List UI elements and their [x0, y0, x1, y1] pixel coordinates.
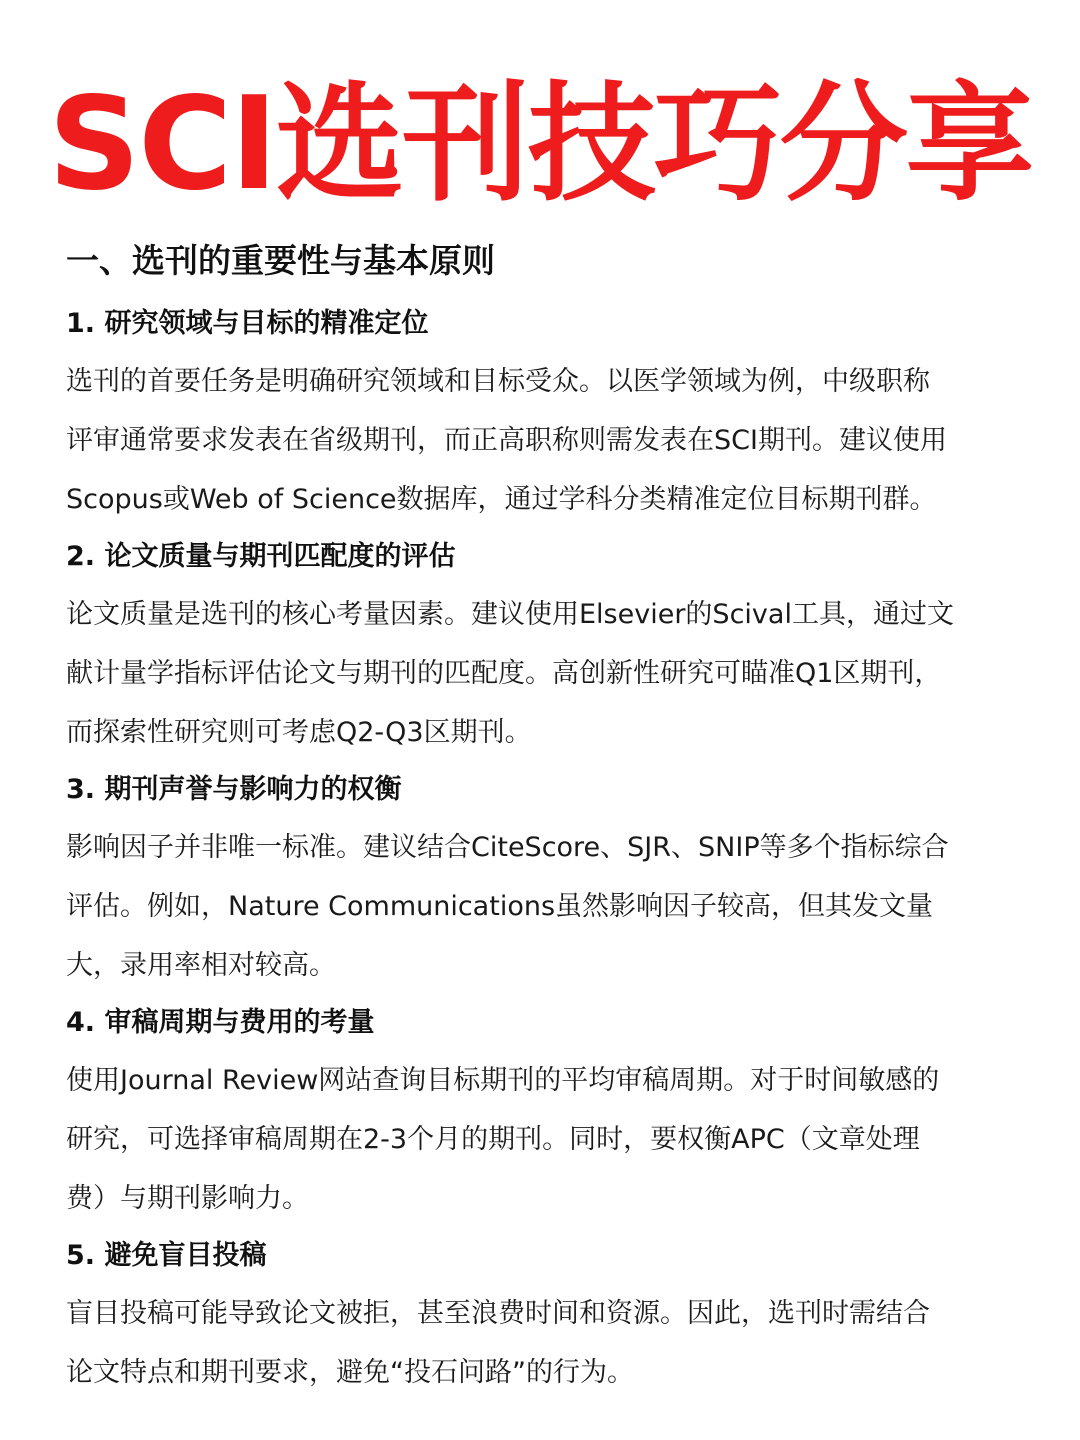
paragraph-line: 盲目投稿可能导致论文被拒，甚至浪费时间和资源。因此，选刊时需结合	[66, 1298, 930, 1329]
paragraph-line: 影响因子并非唯一标准。建议结合CiteScore、SJR、SNIP等多个指标综合	[66, 832, 949, 863]
list-item	[66, 1228, 1016, 1402]
page-title: SCI选刊技巧分享	[48, 70, 1032, 219]
list-item	[66, 296, 1016, 529]
item-heading: 5. 避免盲目投稿	[66, 1240, 267, 1271]
paragraph-line: 评估。例如，Nature Communications虽然影响因子较高，但其发文量	[66, 891, 934, 922]
paragraph-line: 费）与期刊影响力。	[66, 1183, 309, 1214]
paragraph-line: 论文特点和期刊要求，避免“投石问路”的行为。	[66, 1357, 634, 1388]
item-heading: 2. 论文质量与期刊匹配度的评估	[66, 541, 456, 572]
paragraph-line: 研究，可选择审稿周期在2-3个月的期刊。同时，要权衡APC（文章处理	[66, 1124, 920, 1155]
list-item	[66, 762, 1016, 995]
item-paragraph	[66, 818, 1016, 995]
content	[66, 296, 1016, 1402]
item-heading: 3. 期刊声誉与影响力的权衡	[66, 774, 402, 805]
item-heading: 4. 审稿周期与费用的考量	[66, 1007, 375, 1038]
item-heading: 1. 研究领域与目标的精准定位	[66, 308, 429, 339]
section-heading: 一、选刊的重要性与基本原则	[66, 241, 495, 280]
list-item	[66, 529, 1016, 762]
paragraph-line: 而探索性研究则可考虑Q2-Q3区期刊。	[66, 717, 532, 748]
item-paragraph	[66, 352, 1016, 529]
paragraph-line: 使用Journal Review网站查询目标期刊的平均审稿周期。对于时间敏感的	[66, 1065, 940, 1096]
item-paragraph	[66, 1051, 1016, 1228]
paragraph-line: 评审通常要求发表在省级期刊，而正高职称则需发表在SCI期刊。建议使用	[66, 425, 947, 456]
paragraph-line: 论文质量是选刊的核心考量因素。建议使用Elsevier的Scival工具，通过文	[66, 599, 954, 630]
paragraph-line: 大，录用率相对较高。	[66, 950, 336, 981]
paragraph-line: 选刊的首要任务是明确研究领域和目标受众。以医学领域为例，中级职称	[66, 366, 930, 397]
item-paragraph	[66, 585, 1016, 762]
item-paragraph	[66, 1284, 1016, 1402]
paragraph-line: 献计量学指标评估论文与期刊的匹配度。高创新性研究可瞄准Q1区期刊，	[66, 658, 942, 689]
paragraph-line: Scopus或Web of Science数据库，通过学科分类精准定位目标期刊群。	[66, 484, 937, 515]
list-item	[66, 995, 1016, 1228]
